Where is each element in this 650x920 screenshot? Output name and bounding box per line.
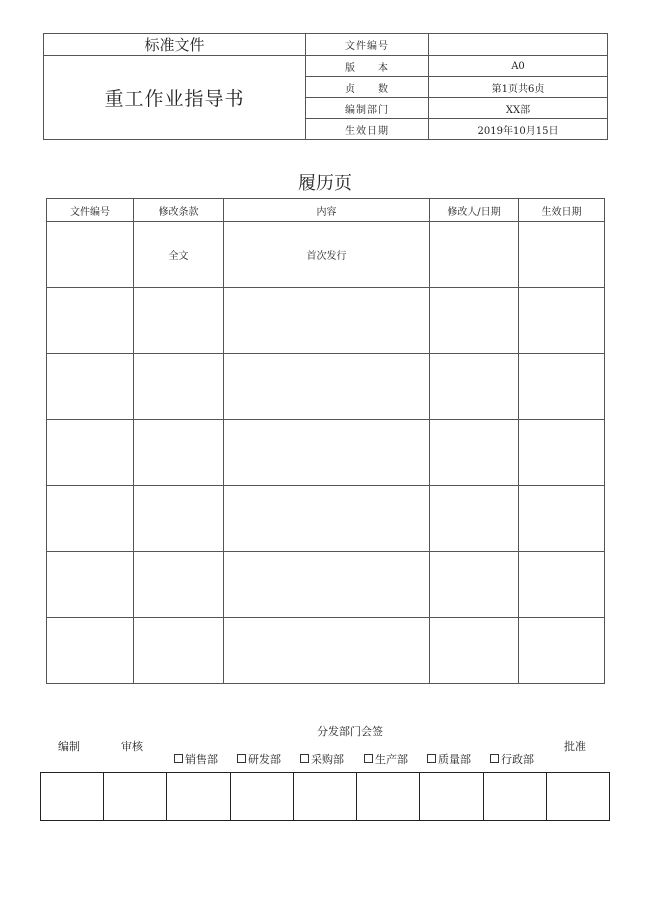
table-row [47,288,605,354]
table-cell [430,486,519,552]
table-cell [134,288,224,354]
table-cell [47,222,134,288]
table-cell [430,288,519,354]
document-header-table [43,33,608,140]
table-cell [47,354,134,420]
table-cell [430,420,519,486]
version-label: 版 本 [306,56,429,77]
table-cell [47,486,134,552]
table-row [47,618,605,684]
dept-label: 质量部 [438,753,471,766]
checkbox-icon[interactable] [490,754,499,763]
checkbox-icon[interactable] [237,754,246,763]
table-cell [519,222,605,288]
table-cell [224,420,430,486]
table-cell: 全文 [134,222,224,288]
column-header: 修改人/日期 [430,199,519,222]
table-cell [224,618,430,684]
table-cell [47,420,134,486]
signature-cell-purchasing[interactable] [293,773,356,821]
table-cell [519,618,605,684]
dept-production[interactable] [364,751,408,767]
table-row [47,486,605,552]
doc-number-label: 文件编号 [306,34,429,56]
department-label: 编制部门 [306,98,429,119]
table-cell [47,618,134,684]
table-row [47,552,605,618]
history-header-row [47,199,605,222]
signature-cell-compile[interactable] [41,773,104,821]
table-cell: 首次发行 [224,222,430,288]
signature-cell-review[interactable] [104,773,167,821]
table-cell [519,486,605,552]
checkbox-icon[interactable] [427,754,436,763]
table-cell [47,288,134,354]
dept-sales[interactable] [174,751,218,767]
table-cell [519,420,605,486]
table-cell [519,552,605,618]
table-cell [519,288,605,354]
dept-admin[interactable] [490,751,534,767]
dept-label: 生产部 [375,753,408,766]
dept-purchasing[interactable] [300,751,344,767]
table-cell [47,552,134,618]
column-header: 内容 [224,199,430,222]
effective-date-label: 生效日期 [306,119,429,140]
review-label: 审核 [121,740,143,753]
checkbox-icon[interactable] [174,754,183,763]
table-cell [224,552,430,618]
approve-label: 批准 [564,740,586,753]
table-row [47,420,605,486]
dept-rnd[interactable] [237,751,281,767]
column-header: 修改条款 [134,199,224,222]
dept-label: 销售部 [185,753,218,766]
table-cell [430,618,519,684]
signature-table [40,772,610,821]
signature-cell-rnd[interactable] [230,773,293,821]
revision-history-table [46,198,605,684]
history-page-title: 履历页 [298,173,352,194]
signature-cell-admin[interactable] [483,773,546,821]
compile-label: 编制 [58,740,80,753]
effective-date-value: 2019年10月15日 [429,119,608,140]
signature-cell-approve[interactable] [546,773,609,821]
dept-label: 研发部 [248,753,281,766]
page-count-label: 贞 数 [306,77,429,98]
table-cell [519,354,605,420]
checkbox-icon[interactable] [364,754,373,763]
table-cell [430,222,519,288]
checkbox-icon[interactable] [300,754,309,763]
table-cell [134,486,224,552]
dept-label: 采购部 [311,753,344,766]
signature-cell-quality[interactable] [420,773,483,821]
table-row [47,354,605,420]
table-cell [134,354,224,420]
table-cell [430,354,519,420]
dept-label: 行政部 [501,753,534,766]
signature-cell-sales[interactable] [167,773,230,821]
standard-document-label: 标准文件 [44,34,306,56]
table-cell [134,552,224,618]
table-cell [134,618,224,684]
table-cell [224,288,430,354]
department-value: XX部 [429,98,608,119]
doc-number-value [429,34,608,56]
page-count-value: 第1页共6贞 [429,77,608,98]
column-header: 生效日期 [519,199,605,222]
distribution-title: 分发部门会签 [317,725,383,738]
document-title: 重工作业指导书 [44,56,306,140]
table-cell [224,486,430,552]
table-cell [430,552,519,618]
signature-cell-production[interactable] [357,773,420,821]
table-row [47,222,605,288]
column-header: 文件编号 [47,199,134,222]
version-value: A0 [429,56,608,77]
table-cell [134,420,224,486]
dept-quality[interactable] [427,751,471,767]
table-cell [224,354,430,420]
